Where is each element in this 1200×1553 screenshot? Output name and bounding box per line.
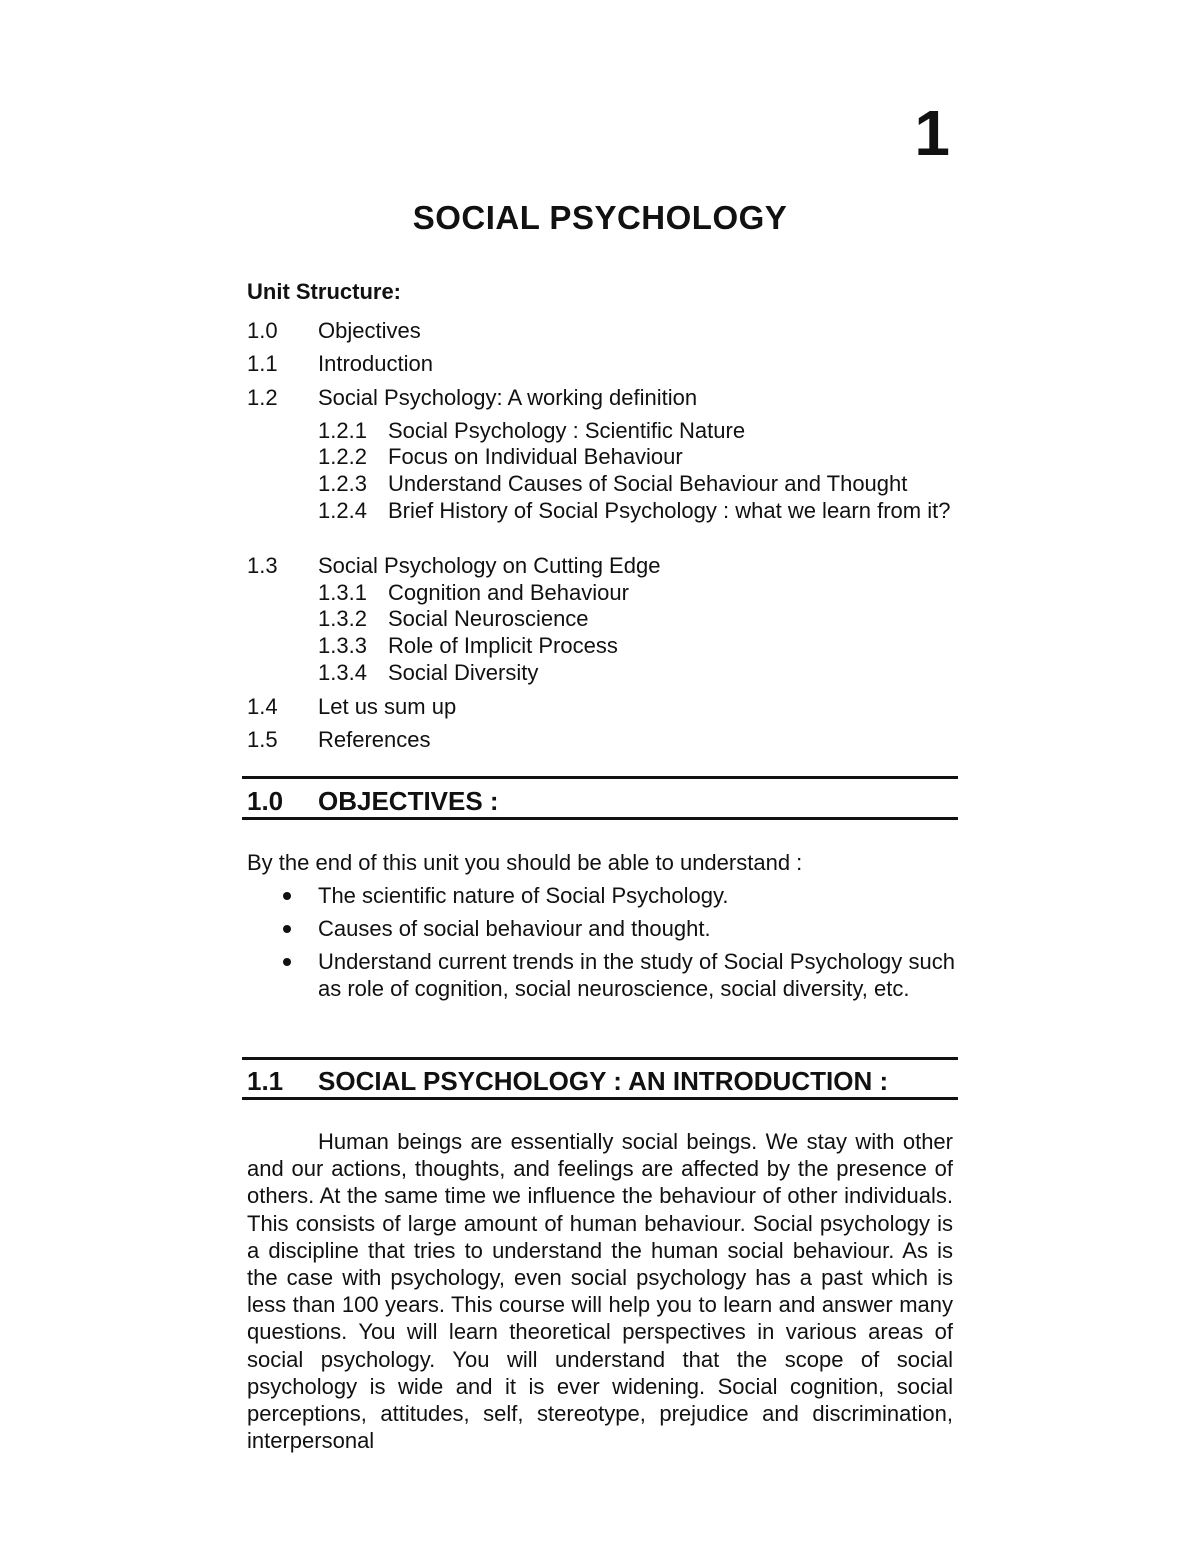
toc-subitem-label: Social Psychology : Scientific Nature [388, 418, 746, 443]
section-number: 1.1 [247, 1066, 284, 1096]
bullet-icon [283, 958, 291, 966]
section-rule-bottom [242, 817, 958, 820]
toc-item-label: Introduction [318, 351, 433, 376]
toc-subitem-label: Focus on Individual Behaviour [388, 444, 683, 469]
unit-structure-heading: Unit Structure: [247, 279, 401, 304]
toc-item-number: 1.3 [247, 553, 278, 578]
toc-subitem-number: 1.2.4 [318, 498, 367, 523]
toc-subitem-number: 1.3.3 [318, 633, 367, 658]
toc-subitem-number: 1.3.4 [318, 660, 367, 685]
list-item-text: Causes of social behaviour and thought. [318, 916, 711, 941]
toc-item-number: 1.2 [247, 385, 278, 410]
toc-item-number: 1.4 [247, 694, 278, 719]
toc-subitem-label: Role of Implicit Process [388, 633, 618, 658]
section-rule-top [242, 1057, 958, 1060]
list-item-text: The scientific nature of Social Psychology. [318, 883, 729, 908]
toc-subitem-number: 1.3.1 [318, 580, 367, 605]
toc-item-number: 1.0 [247, 318, 278, 343]
toc-item-number: 1.1 [247, 351, 278, 376]
toc-item-label: Let us sum up [318, 694, 457, 719]
toc-subitem-number: 1.2.2 [318, 444, 367, 469]
toc-subitem-label: Cognition and Behaviour [388, 580, 629, 605]
chapter-title: SOCIAL PSYCHOLOGY [412, 199, 788, 236]
toc-subitem-label: Understand Causes of Social Behaviour and Thought [388, 471, 908, 496]
bullet-icon [283, 925, 291, 933]
section-title: SOCIAL PSYCHOLOGY : AN INTRODUCTION : [318, 1066, 889, 1096]
toc-item-label: Social Psychology: A working definition [318, 385, 698, 410]
toc-item-label: Objectives [318, 318, 421, 343]
introduction-paragraph: Human beings are essentially social beings. We stay with other and our actions, thoughts, and feelings are affected by the presence of others. At the same time we influence the behaviour of other individuals. This consists of large amount of human behaviour. Social psychology is a discipline that tries to understand the human social behaviour. As is the case with psychology, even social psychology has a past which is less than 100 years. This course will help you to learn and answer many questions. You will learn theoretical perspectives in various areas of social psychology. You will understand that the scope of social psychology is wide and it is ever widening. Social cognition, social perceptions, attitudes, self, stereotype, prejudice and discrimination, interpersonal [247, 1129, 953, 1454]
section-number: 1.0 [247, 786, 284, 816]
section-rule-top [242, 776, 958, 779]
toc-item-number: 1.5 [247, 727, 278, 752]
toc-subitem-number: 1.2.1 [318, 418, 367, 443]
toc-item-label: Social Psychology on Cutting Edge [318, 553, 661, 578]
section-title: OBJECTIVES : [318, 786, 499, 816]
toc-subitem-label: Social Neuroscience [388, 606, 589, 631]
toc-subitem-number: 1.2.3 [318, 471, 367, 496]
bullet-icon [283, 892, 291, 900]
objectives-list [247, 882, 955, 1008]
toc-subitem-label: Social Diversity [388, 660, 539, 685]
toc-subitem-label: Brief History of Social Psychology : what we learn from it? [388, 498, 951, 523]
toc-subitem-number: 1.3.2 [318, 606, 367, 631]
list-item-text: Understand current trends in the study of Social Psychology such as role of cognition, social neuroscience, social diversity, etc. [318, 949, 955, 1001]
objectives-lead: By the end of this unit you should be able to understand : [247, 850, 803, 875]
chapter-number: 1 [914, 97, 950, 169]
list-item [247, 915, 955, 942]
list-item [247, 882, 955, 909]
section-rule-bottom [242, 1097, 958, 1100]
toc-item-label: References [318, 727, 431, 752]
list-item [247, 948, 955, 1002]
